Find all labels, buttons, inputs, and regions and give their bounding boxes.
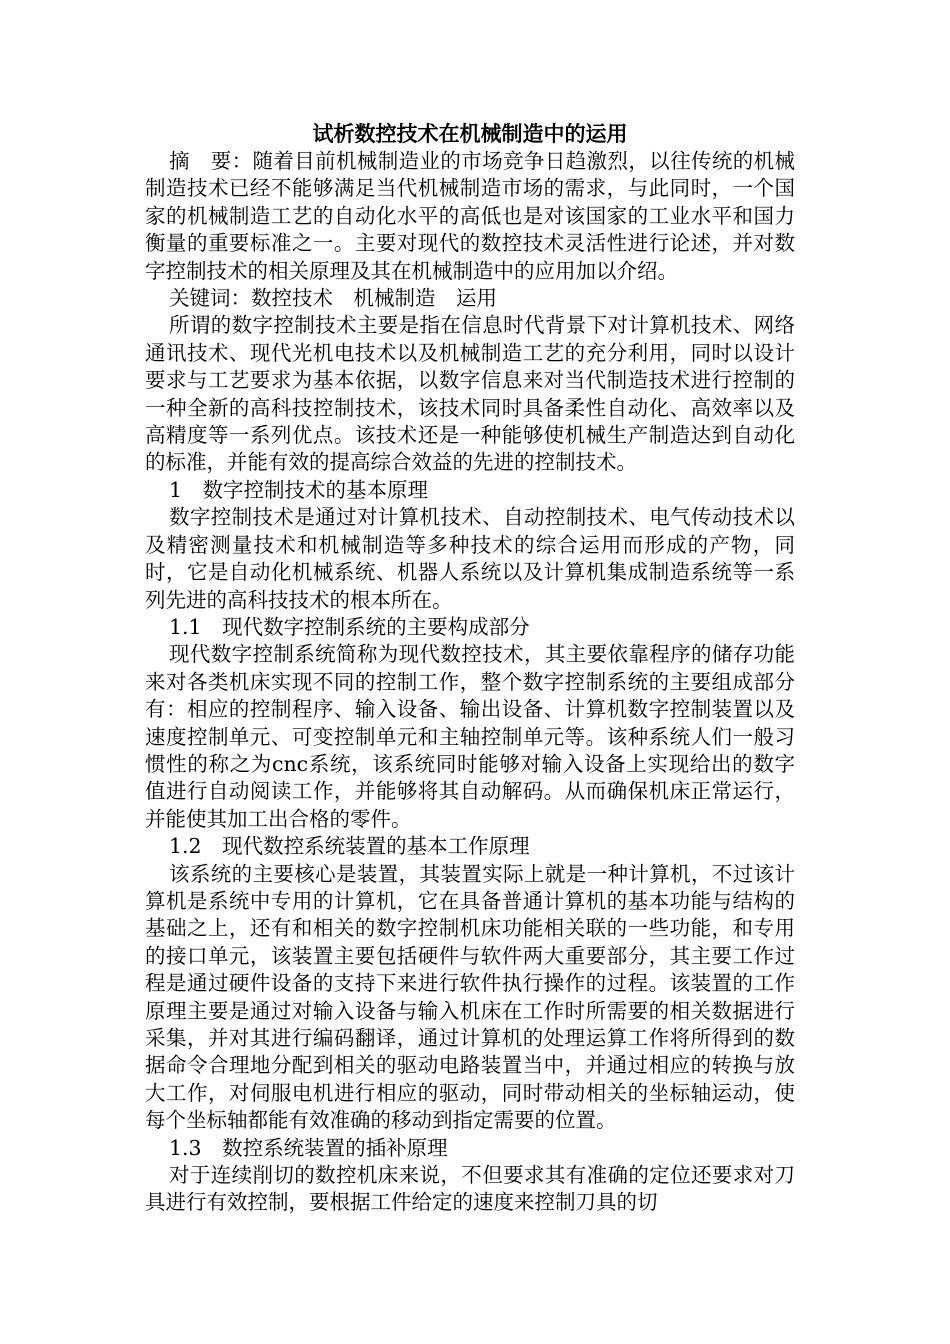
section-1-heading: 1 数字控制技术的基本原理: [169, 477, 429, 502]
keywords-line: 关键词：数控技术 机械制造 运用: [169, 286, 497, 311]
document-page: [145, 120, 795, 1217]
section-1-paragraph: 数字控制技术是通过对计算机技术、自动控制技术、电气传动技术以及精密测量技术和机械制造等多种技术的综合运用而形成的产物，同时，它是自动化机械系统、机器人系统以及计算机集成制造系统等一系列先进的高科技技术的根本所在。: [145, 505, 795, 612]
intro-paragraph: 所谓的数字控制技术主要是指在信息时代背景下对计算机技术、网络通讯技术、现代光机电技术以及机械制造工艺的充分利用，同时以设计要求与工艺要求为基本依据，以数字信息来对当代制造技术进行控制的一种全新的高科技控制技术，该技术同时具备柔性自动化、高效率以及高精度等一系列优点。该技术还是一种能够使机械生产制造达到自动化的标准，并能有效的提高综合效益的先进的控制技术。: [145, 313, 795, 475]
document-title: 试析数控技术在机械制造中的运用: [312, 122, 628, 146]
section-1-3-heading: 1.3 数控系统装置的插补原理: [169, 1135, 448, 1160]
section-1-2-paragraph: 该系统的主要核心是装置，其装置实际上就是一种计算机，不过该计算机是系统中专用的计算机，它在具备普通计算机的基本功能与结构的基础之上，还有和相关的数字控制机床功能相关联的一些功能，和专用的接口单元，该装置主要包括硬件与软件两大重要部分，其主要工作过程是通过硬件设备的支持下来进行软件执行操作的过程。该装置的工作原理主要是通过对输入设备与输入机床在工作时所需要的相关数据进行采集，并对其进行编码翻译，通过计算机的处理运算工作将所得到的数据命令合理地分配到相关的驱动电路装置当中，并通过相应的转换与放大工作，对伺服电机进行相应的驱动，同时带动相关的坐标轴运动，使每个坐标轴都能有效准确的移动到指定需要的位置。: [145, 861, 795, 1133]
section-1-2-heading: 1.2 现代数控系统装置的基本工作原理: [169, 834, 530, 859]
section-1-1-paragraph: 现代数字控制系统简称为现代数控技术，其主要依靠程序的储存功能来对各类机床实现不同的控制工作，整个数字控制系统的主要组成部分有：相应的控制程序、输入设备、输出设备、计算机数字控制装置以及速度控制单元、可变控制单元和主轴控制单元等。该种系统人们一般习惯性的称之为cnc系统，该系统同时能够对输入设备上实现给出的数字值进行自动阅读工作，并能够将其自动解码。从而确保机床正常运行，并能使其加工出合格的零件。: [145, 642, 795, 831]
section-1-1-heading: 1.1 现代数字控制系统的主要构成部分: [169, 614, 530, 639]
section-1-3-paragraph: 对于连续削切的数控机床来说，不但要求其有准确的定位还要求对刀具进行有效控制，要根据工件给定的速度来控制刀具的切: [145, 1163, 795, 1215]
abstract-paragraph: 摘 要：随着目前机械制造业的市场竞争日趋激烈，以往传统的机械制造技术已经不能够满足当代机械制造市场的需求，与此同时，一个国家的机械制造工艺的自动化水平的高低也是对该国家的工业水平和国力衡量的重要标准之一。主要对现代的数控技术灵活性进行论述，并对数字控制技术的相关原理及其在机械制造中的应用加以介绍。: [145, 149, 795, 283]
